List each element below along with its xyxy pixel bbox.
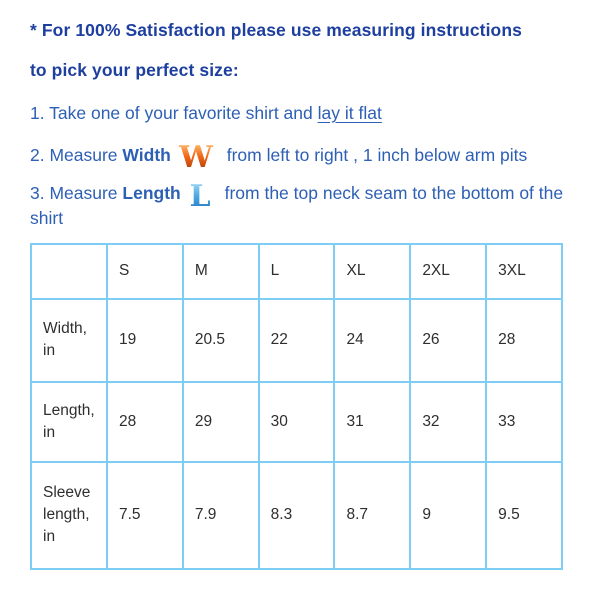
table-row-width [31, 299, 562, 382]
column-header-s: S [107, 244, 183, 299]
step-3-length-label: Length [122, 182, 181, 203]
heading-line-2: to pick your perfect size: [30, 60, 239, 80]
width-letter-icon [178, 139, 214, 176]
size-chart-table [30, 243, 563, 570]
table-cell: 30 [259, 382, 335, 462]
table-cell: 28 [486, 299, 562, 382]
instruction-step-3 [30, 178, 572, 230]
table-cell: 7.9 [183, 462, 259, 569]
table-cell: 8.3 [259, 462, 335, 569]
lay-it-flat-link[interactable]: lay it flat [317, 103, 382, 123]
table-cell: 31 [334, 382, 410, 462]
table-cell: 22 [259, 299, 335, 382]
row-label: Width, in [31, 299, 107, 382]
step-2-suffix: from left to right , 1 inch below arm pits [221, 145, 528, 165]
step-2-prefix: 2. Measure [30, 145, 123, 165]
table-cell: 8.7 [334, 462, 410, 569]
table-cell: 7.5 [107, 462, 183, 569]
length-letter-icon [188, 177, 212, 214]
table-row-length [31, 382, 562, 462]
table-row-sleeve-length [31, 462, 562, 569]
corner-cell [31, 244, 107, 299]
instruction-step-2 [30, 139, 572, 175]
table-cell: 24 [334, 299, 410, 382]
satisfaction-heading [30, 10, 572, 90]
row-label: Length, in [31, 382, 107, 462]
column-header-3xl: 3XL [486, 244, 562, 299]
svg-text:L: L [189, 178, 211, 214]
row-label: Sleeve length, in [31, 462, 107, 569]
table-cell: 29 [183, 382, 259, 462]
step-3-suffix: from the top neck seam to the bottom of the shirt [30, 182, 564, 228]
column-header-l: L [259, 244, 335, 299]
svg-text:W: W [178, 139, 213, 175]
column-header-m: M [183, 244, 259, 299]
table-cell: 28 [107, 382, 183, 462]
instruction-step-1 [30, 101, 572, 125]
table-header-row [31, 244, 562, 299]
table-cell: 19 [107, 299, 183, 382]
table-cell: 32 [410, 382, 486, 462]
table-cell: 26 [410, 299, 486, 382]
heading-line-1: * For 100% Satisfaction please use measuring instructions [30, 20, 522, 40]
step-2-width-label: Width [122, 145, 171, 165]
table-cell: 20.5 [183, 299, 259, 382]
step-3-prefix: 3. Measure [30, 182, 123, 203]
table-cell: 9.5 [486, 462, 562, 569]
step-1-text: 1. Take one of your favorite shirt and [30, 103, 318, 123]
table-cell: 33 [486, 382, 562, 462]
column-header-2xl: 2XL [410, 244, 486, 299]
table-cell: 9 [410, 462, 486, 569]
column-header-xl: XL [334, 244, 410, 299]
